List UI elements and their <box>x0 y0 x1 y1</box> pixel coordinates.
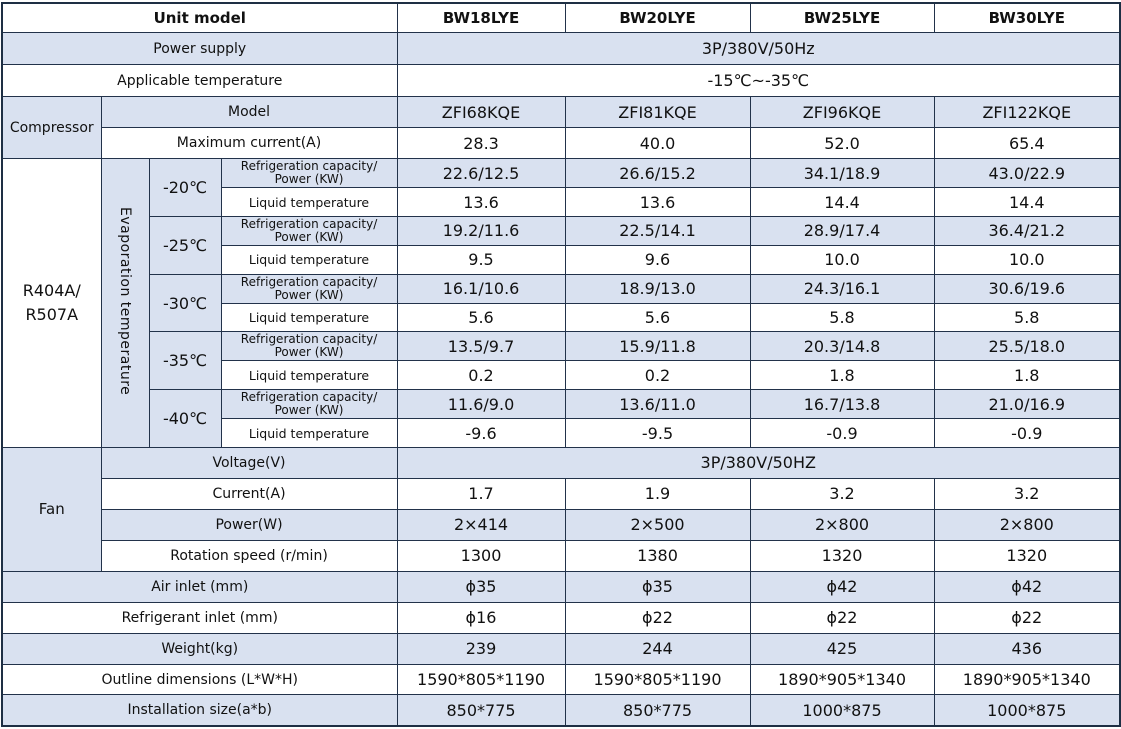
table-cell: 1590*805*1190 <box>565 664 750 695</box>
table-cell: 3.2 <box>934 478 1120 509</box>
table-cell: 65.4 <box>934 128 1120 159</box>
table-cell: 11.6/9.0 <box>397 390 565 419</box>
table-cell: 10.0 <box>750 245 934 274</box>
table-cell: 52.0 <box>750 128 934 159</box>
capacity-label-line1: Refrigeration capacity/ <box>240 332 378 347</box>
table-cell: -9.6 <box>397 419 565 448</box>
table-cell: 21.0/16.9 <box>934 390 1120 419</box>
liquid-temperature-label: Liquid temperature <box>221 188 397 217</box>
capacity-label <box>221 274 397 303</box>
table-row <box>2 390 1120 419</box>
table-row <box>2 216 1120 245</box>
table-cell: 24.3/16.1 <box>750 274 934 303</box>
evap-temp: -35℃ <box>149 332 221 390</box>
capacity-label <box>221 332 397 361</box>
outline-dimensions-label: Outline dimensions (L*W*H) <box>2 664 397 695</box>
table-row <box>2 332 1120 361</box>
table-row <box>2 540 1120 571</box>
table-cell: 5.8 <box>934 303 1120 332</box>
model-header: BW20LYE <box>565 3 750 33</box>
unit-model-label: Unit model <box>2 3 397 33</box>
capacity-label-line2: Power (KW) <box>274 287 344 302</box>
capacity-label-line2: Power (KW) <box>274 229 344 244</box>
table-cell: ɸ16 <box>397 602 565 633</box>
table-cell: 18.9/13.0 <box>565 274 750 303</box>
table-cell: ɸ35 <box>397 571 565 602</box>
table-cell: 14.4 <box>934 188 1120 217</box>
evaporation-temperature-cell <box>101 159 149 448</box>
table-cell: ZFI81KQE <box>565 97 750 128</box>
table-cell: ZFI122KQE <box>934 97 1120 128</box>
capacity-label-line1: Refrigeration capacity/ <box>240 159 378 174</box>
evap-temp: -40℃ <box>149 390 221 448</box>
table-cell: 2×500 <box>565 509 750 540</box>
table-cell: 34.1/18.9 <box>750 159 934 188</box>
table-row <box>2 633 1120 664</box>
table-cell: 1.7 <box>397 478 565 509</box>
table-cell: 43.0/22.9 <box>934 159 1120 188</box>
table-cell: 28.3 <box>397 128 565 159</box>
table-row <box>2 65 1120 97</box>
table-row <box>2 602 1120 633</box>
table-cell: 1320 <box>750 540 934 571</box>
table-cell: 15.9/11.8 <box>565 332 750 361</box>
air-inlet-label: Air inlet (mm) <box>2 571 397 602</box>
table-cell: 2×800 <box>750 509 934 540</box>
power-supply-label: Power supply <box>2 33 397 65</box>
table-cell: 5.8 <box>750 303 934 332</box>
table-row <box>2 274 1120 303</box>
fan-voltage-label: Voltage(V) <box>101 447 397 478</box>
applicable-temperature-value: -15℃~-35℃ <box>397 65 1120 97</box>
table-cell: 10.0 <box>934 245 1120 274</box>
max-current-label: Maximum current(A) <box>101 128 397 159</box>
liquid-temperature-label: Liquid temperature <box>221 303 397 332</box>
table-cell: 1000*875 <box>750 695 934 726</box>
table-cell: 13.6 <box>565 188 750 217</box>
header-row <box>2 3 1120 33</box>
capacity-label-line2: Power (KW) <box>274 403 344 418</box>
table-row <box>2 478 1120 509</box>
fan-rotation-label: Rotation speed (r/min) <box>101 540 397 571</box>
table-cell: ɸ42 <box>934 571 1120 602</box>
table-row <box>2 159 1120 188</box>
table-cell: 244 <box>565 633 750 664</box>
table-cell: 1380 <box>565 540 750 571</box>
table-cell: 1.8 <box>934 361 1120 390</box>
capacity-label <box>221 390 397 419</box>
table-row <box>2 33 1120 65</box>
table-cell: ɸ22 <box>750 602 934 633</box>
evap-temp: -30℃ <box>149 274 221 332</box>
table-row <box>2 695 1120 726</box>
table-cell: 40.0 <box>565 128 750 159</box>
table-cell: 22.5/14.1 <box>565 216 750 245</box>
table-cell: 1890*905*1340 <box>934 664 1120 695</box>
table-cell: 13.6 <box>397 188 565 217</box>
table-row <box>2 97 1120 128</box>
table-cell: 1300 <box>397 540 565 571</box>
table-cell: ZFI96KQE <box>750 97 934 128</box>
table-cell: 239 <box>397 633 565 664</box>
table-cell: 3.2 <box>750 478 934 509</box>
table-cell: ɸ42 <box>750 571 934 602</box>
table-row <box>2 128 1120 159</box>
liquid-temperature-label: Liquid temperature <box>221 245 397 274</box>
table-cell: 26.6/15.2 <box>565 159 750 188</box>
power-supply-value: 3P/380V/50Hz <box>397 33 1120 65</box>
fan-power-label: Power(W) <box>101 509 397 540</box>
applicable-temperature-label: Applicable temperature <box>2 65 397 97</box>
fan-current-label: Current(A) <box>101 478 397 509</box>
table-cell: 19.2/11.6 <box>397 216 565 245</box>
liquid-temperature-label: Liquid temperature <box>221 361 397 390</box>
table-cell: ɸ22 <box>934 602 1120 633</box>
installation-size-label: Installation size(a*b) <box>2 695 397 726</box>
table-cell: 1.9 <box>565 478 750 509</box>
table-cell: ɸ22 <box>565 602 750 633</box>
table-cell: 22.6/12.5 <box>397 159 565 188</box>
table-row <box>2 447 1120 478</box>
table-cell: 20.3/14.8 <box>750 332 934 361</box>
table-cell: 25.5/18.0 <box>934 332 1120 361</box>
refrigerant-inlet-label: Refrigerant inlet (mm) <box>2 602 397 633</box>
table-cell: -0.9 <box>934 419 1120 448</box>
capacity-label-line1: Refrigeration capacity/ <box>240 390 378 405</box>
table-cell: 28.9/17.4 <box>750 216 934 245</box>
refrigerant-type-label <box>2 159 101 448</box>
refrigerant-type-line2: R507A <box>25 305 79 325</box>
table-cell: 1320 <box>934 540 1120 571</box>
table-cell: 850*775 <box>397 695 565 726</box>
table-cell: 16.7/13.8 <box>750 390 934 419</box>
table-cell: 36.4/21.2 <box>934 216 1120 245</box>
evaporation-temperature-label: Evaporation temperature <box>117 206 133 396</box>
table-cell: ZFI68KQE <box>397 97 565 128</box>
capacity-label-line1: Refrigeration capacity/ <box>240 274 378 289</box>
weight-label: Weight(kg) <box>2 633 397 664</box>
refrigerant-type-line1: R404A/ <box>22 281 81 301</box>
table-cell: 13.6/11.0 <box>565 390 750 419</box>
table-row <box>2 571 1120 602</box>
table-cell: ɸ35 <box>565 571 750 602</box>
table-cell: 13.5/9.7 <box>397 332 565 361</box>
table-cell: 850*775 <box>565 695 750 726</box>
table-cell: 1890*905*1340 <box>750 664 934 695</box>
spec-table <box>1 2 1121 727</box>
capacity-label-line2: Power (KW) <box>274 345 344 360</box>
table-cell: 1000*875 <box>934 695 1120 726</box>
compressor-model-label: Model <box>101 97 397 128</box>
table-cell: 5.6 <box>397 303 565 332</box>
liquid-temperature-label: Liquid temperature <box>221 419 397 448</box>
model-header: BW25LYE <box>750 3 934 33</box>
table-cell: 30.6/19.6 <box>934 274 1120 303</box>
fan-voltage-value: 3P/380V/50HZ <box>397 447 1120 478</box>
table-cell: 14.4 <box>750 188 934 217</box>
model-header: BW30LYE <box>934 3 1120 33</box>
table-cell: 2×800 <box>934 509 1120 540</box>
capacity-label <box>221 216 397 245</box>
table-cell: 9.6 <box>565 245 750 274</box>
table-cell: 5.6 <box>565 303 750 332</box>
table-cell: 425 <box>750 633 934 664</box>
table-cell: 436 <box>934 633 1120 664</box>
table-cell: -9.5 <box>565 419 750 448</box>
model-header: BW18LYE <box>397 3 565 33</box>
table-cell: 1590*805*1190 <box>397 664 565 695</box>
capacity-label-line1: Refrigeration capacity/ <box>240 216 378 231</box>
table-row <box>2 509 1120 540</box>
table-cell: 0.2 <box>565 361 750 390</box>
table-cell: 2×414 <box>397 509 565 540</box>
evap-temp: -25℃ <box>149 216 221 274</box>
table-cell: 1.8 <box>750 361 934 390</box>
capacity-label-line2: Power (KW) <box>274 172 344 187</box>
evap-temp: -20℃ <box>149 159 221 217</box>
table-cell: 16.1/10.6 <box>397 274 565 303</box>
compressor-group-label: Compressor <box>2 97 101 159</box>
table-cell: 9.5 <box>397 245 565 274</box>
capacity-label <box>221 159 397 188</box>
table-cell: -0.9 <box>750 419 934 448</box>
table-row <box>2 664 1120 695</box>
fan-group-label: Fan <box>2 447 101 571</box>
table-cell: 0.2 <box>397 361 565 390</box>
